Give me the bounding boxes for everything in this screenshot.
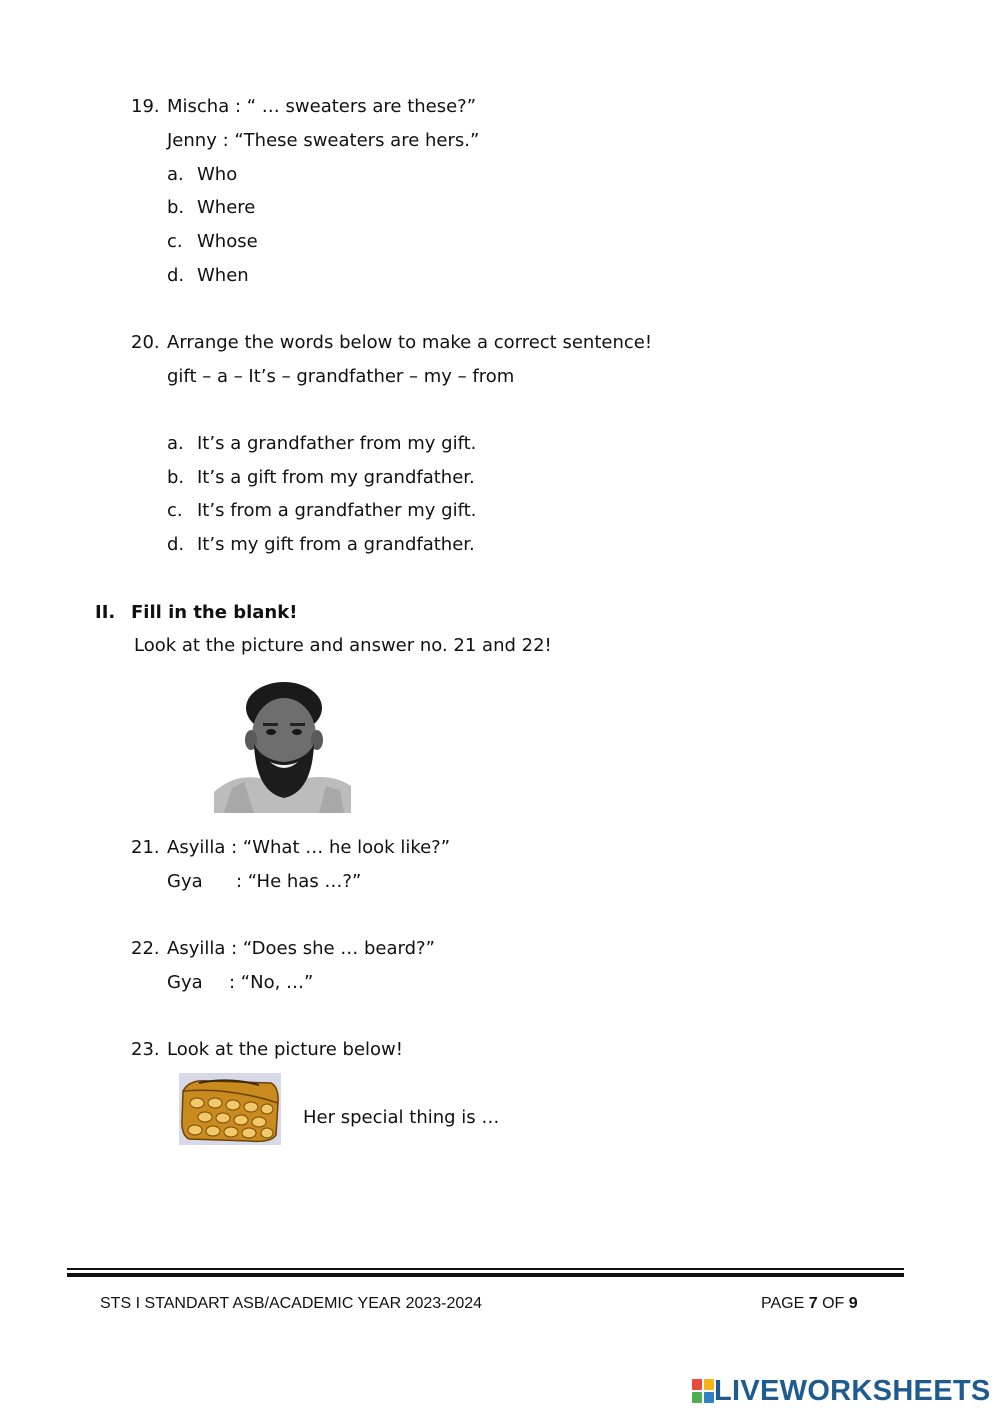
q19-number: 19.	[131, 96, 160, 117]
q20-option-c-letter: c.	[167, 500, 183, 521]
q20-option-b-letter: b.	[167, 467, 185, 488]
q21-speaker2: Gya	[167, 871, 203, 892]
q21-reply: : “He has …?”	[236, 871, 362, 892]
q19-line1: Mischa : “ … sweaters are these?”	[167, 96, 477, 117]
section-title: Fill in the blank!	[131, 602, 298, 623]
q20-number: 20.	[131, 332, 160, 353]
footer-page-number	[761, 1293, 858, 1315]
q19-line2: Jenny : “These sweaters are hers.”	[167, 130, 480, 151]
footer-page-total: 9	[848, 1295, 858, 1312]
q20-option-c: It’s from a grandfather my gift.	[197, 500, 477, 521]
q21-line1: Asyilla : “What … he look like?”	[167, 837, 451, 858]
liveworksheets-logo-icon	[692, 1379, 714, 1403]
q19-option-b-letter: b.	[167, 197, 185, 218]
q19-option-a: Who	[197, 164, 238, 185]
footer-page-current: 7	[808, 1295, 818, 1312]
footer-rule-thick	[67, 1273, 904, 1277]
footer-page-prefix: PAGE	[761, 1295, 809, 1312]
section-numeral: II.	[95, 602, 116, 623]
q19-option-c-letter: c.	[167, 231, 183, 252]
q21-number: 21.	[131, 837, 160, 858]
q20-option-a: It’s a grandfather from my gift.	[197, 433, 477, 454]
footer-page-of: OF	[817, 1295, 849, 1312]
q23-number: 23.	[131, 1039, 160, 1060]
q20-option-b: It’s a gift from my grandfather.	[197, 467, 475, 488]
q20-line1: Arrange the words below to make a correct sentence!	[167, 332, 653, 353]
section-instruction: Look at the picture and answer no. 21 and 22!	[134, 635, 552, 656]
footer-rule-thin	[67, 1268, 904, 1270]
q19-option-c: Whose	[197, 231, 258, 252]
q22-speaker2: Gya	[167, 972, 203, 993]
q19-option-d: When	[197, 265, 249, 286]
q22-number: 22.	[131, 938, 160, 959]
q19-option-b: Where	[197, 197, 256, 218]
footer-left-text: STS I STANDART ASB/ACADEMIC YEAR 2023-2024	[100, 1295, 483, 1312]
q20-option-d: It’s my gift from a grandfather.	[197, 534, 475, 555]
q22-line1: Asyilla : “Does she … beard?”	[167, 938, 435, 959]
q23-line1: Look at the picture below!	[167, 1039, 403, 1060]
purse-picture	[179, 1073, 281, 1145]
man-photo	[214, 682, 351, 813]
q19-option-d-letter: d.	[167, 265, 185, 286]
liveworksheets-logo[interactable]	[692, 1376, 991, 1406]
q19-option-a-letter: a.	[167, 164, 184, 185]
q20-line2: gift – a – It’s – grandfather – my – from	[167, 366, 515, 387]
liveworksheets-logo-text: LIVEWORKSHEETS	[714, 1374, 991, 1407]
q20-option-a-letter: a.	[167, 433, 184, 454]
q20-option-d-letter: d.	[167, 534, 185, 555]
q22-reply: : “No, …”	[229, 972, 314, 993]
q23-caption: Her special thing is …	[303, 1107, 500, 1128]
